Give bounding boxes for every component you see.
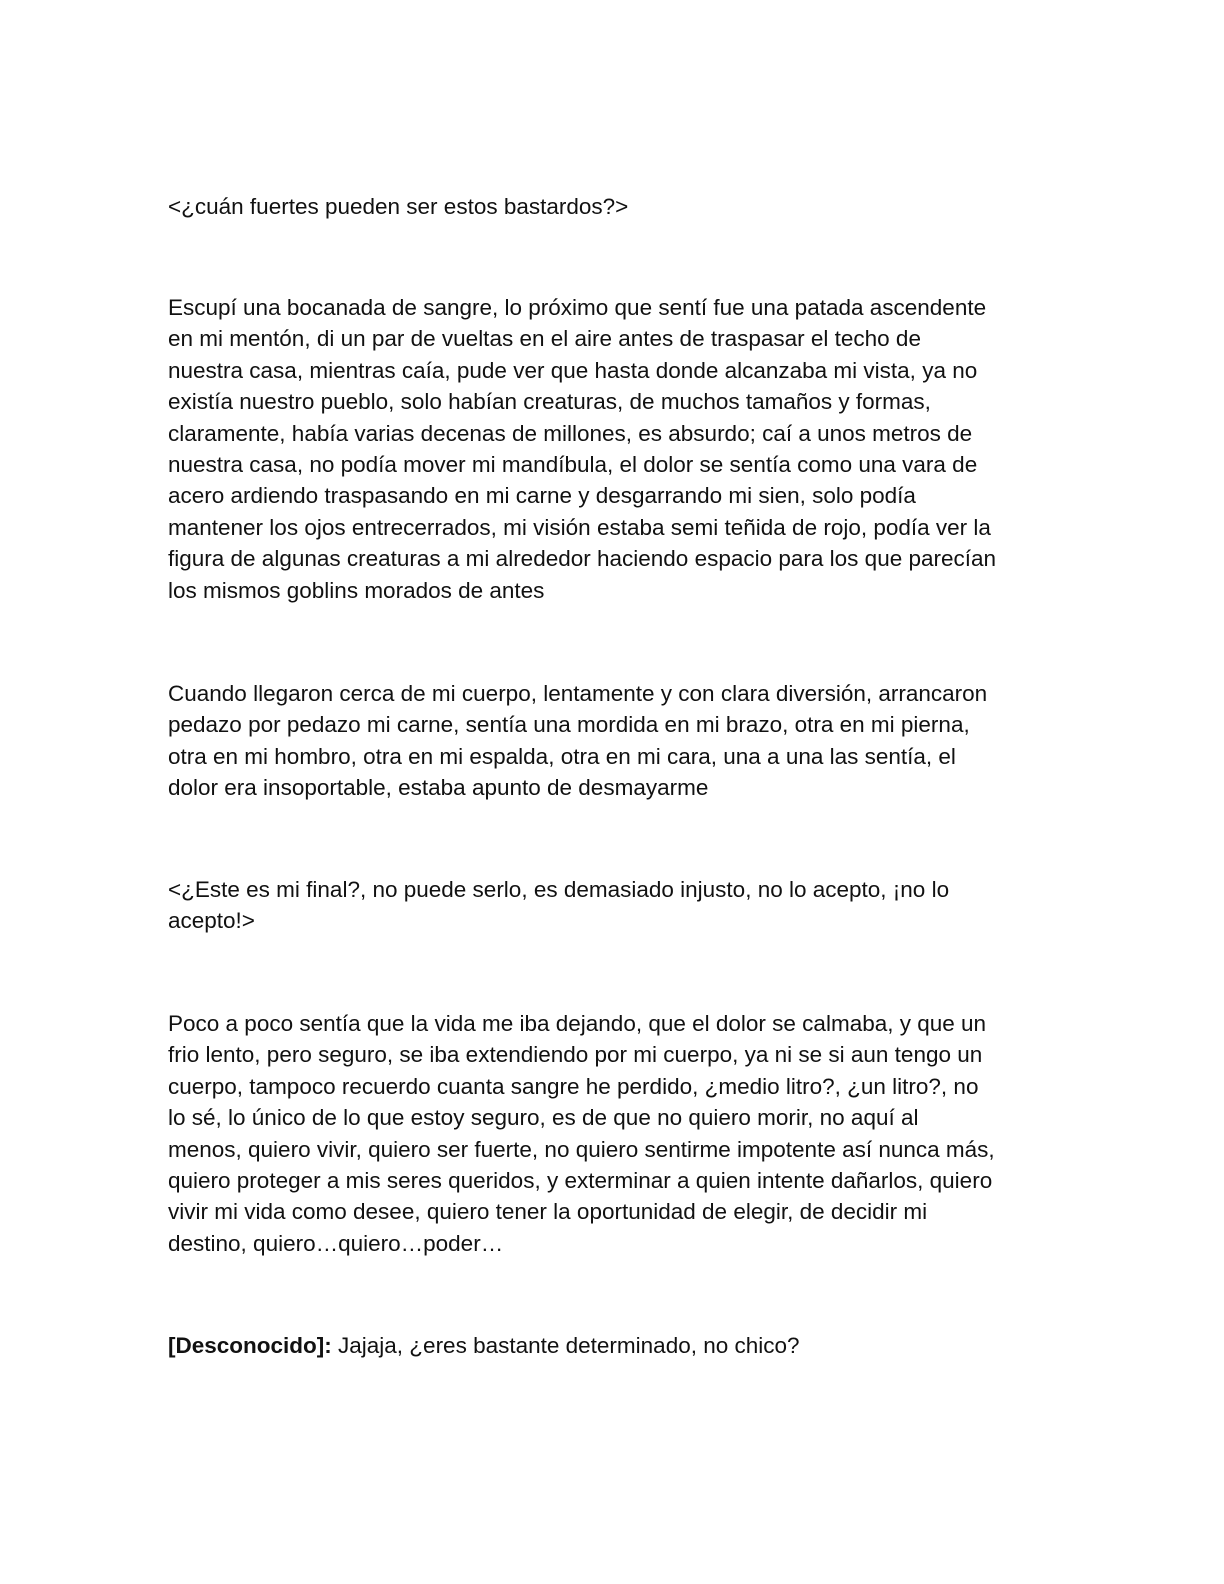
thought-paragraph: <¿cuán fuertes pueden ser estos bastardos?> [168,194,629,219]
dialogue-line [168,1330,1053,1361]
narrative-paragraph: Poco a poco sentía que la vida me iba dejando, que el dolor se calmaba, y que un frio lento, pero seguro, se iba extendiendo por mi cuerpo, ya ni se si aun tengo un cuerpo, tampoco recuerdo cuanta sangre he perdido, ¿medio litro?, ¿un litro?, no lo sé, lo único de lo que estoy seguro, es de que no quiero morir, no aquí al menos, quiero vivir, quiero ser fuerte, no quiero sentirme impotente así nunca más, quiero proteger a mis seres queridos, y exterminar a quien intente dañarlos, quiero vivir mi vida como desee, quiero tener la oportunidad de elegir, de decidir mi destino, quiero…quiero…poder… [168,1011,995,1256]
narrative-paragraph: Escupí una bocanada de sangre, lo próximo que sentí fue una patada ascendente en mi mentón, di un par de vueltas en el aire antes de traspasar el techo de nuestra casa, mientras caía, pude ver que hasta donde alcanzaba mi vista, ya no existía nuestro pueblo, solo habían creaturas, de muchos tamaños y formas, claramente, había varias decenas de millones, es absurdo; caí a unos metros de nuestra casa, no podía mover mi mandíbula, el dolor se sentía como una vara de acero ardiendo traspasando en mi carne y desgarrando mi sien, solo podía mantener los ojos entrecerrados, mi visión estaba semi teñida de rojo, podía ver la figura de algunas creaturas a mi alrededor haciendo espacio para los que parecían los mismos goblins morados de antes [168,295,997,603]
dialogue-speaker: [Desconocido]: [168,1333,332,1358]
dialogue-text: Jajaja, ¿eres bastante determinado, no chico? [331,1333,800,1358]
narrative-paragraph: Cuando llegaron cerca de mi cuerpo, lentamente y con clara diversión, arrancaron pedazo por pedazo mi carne, sentía una mordida en mi brazo, otra en mi pierna, otra en mi hombro, otra en mi espalda, otra en mi cara, una a una las sentía, el dolor era insoportable, estaba apunto de desmayarme [168,681,988,801]
thought-paragraph: <¿Este es mi final?, no puede serlo, es demasiado injusto, no lo acepto, ¡no lo acepto!> [168,877,950,934]
